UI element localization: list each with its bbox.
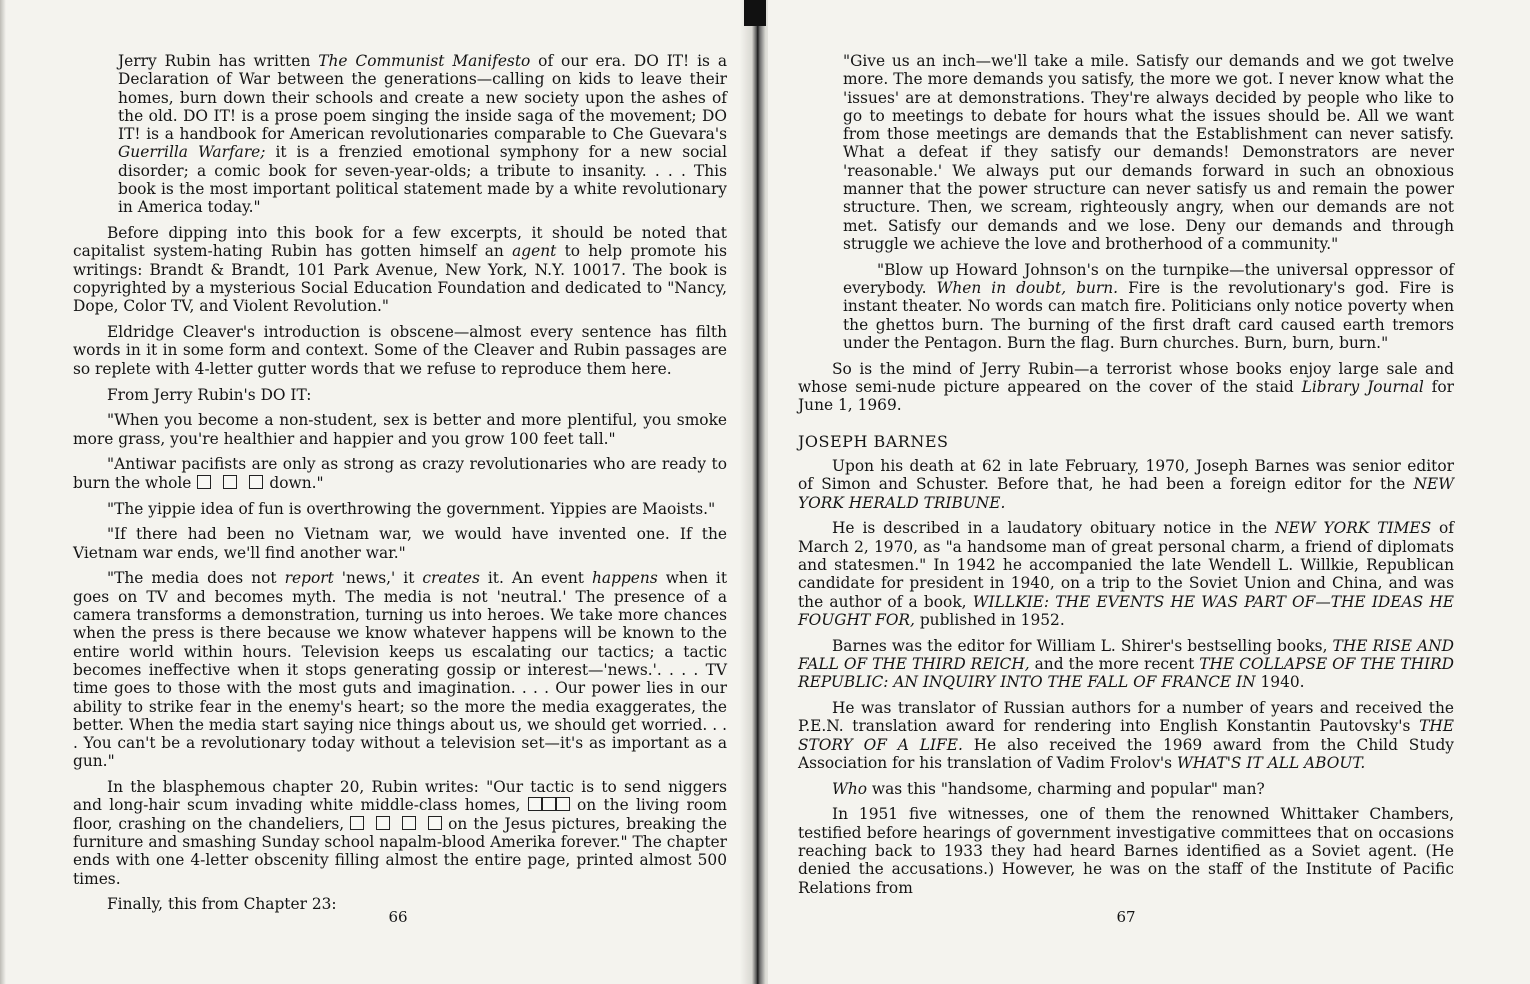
left-page-text <box>73 52 727 921</box>
censor-box <box>350 816 364 830</box>
paragraph: "The yippie idea of fun is overthrowing the government. Yippies are Maoists." <box>107 499 716 518</box>
paragraph: From Jerry Rubin's DO IT: <box>107 385 312 404</box>
paragraph: Barnes was the editor for William L. Shirer's bestselling books, THE RISE AND FALL OF THE THIRD REICH, and the more recent THE COLLAPSE OF THE THIRD REPUBLIC: AN INQUIRY INTO THE FALL OF FRANCE IN 1940. <box>798 636 1454 692</box>
right-page <box>768 0 1530 984</box>
paragraph: "The media does not report 'news,' it creates it. An event happens when it goes on TV and becomes myth. The media is not 'neutral.' The presence of a camera transforms a demonstration, turning us into heroes. We take more chances when the press is there because we know whatever happens will be known to the entire world within hours. Television keeps us escalating our tactics; a tactic becomes ineffective when it stops generating gossip or interest—'news.'. . . . TV time goes to those with the most guts and imagination. . . . Our power lies in our ability to strike fear in the enemy's heart; so the more the media exaggerates, the better. When the media start saying nice things about us, we should get worried. . . . You can't be a revolutionary today without a television set—it's as important as a gun." <box>73 569 728 771</box>
censor-box <box>556 797 570 811</box>
paragraph: Upon his death at 62 in late February, 1970, Joseph Barnes was senior editor of Simon and Schuster. Before that, he had been a foreign editor for the NEW YORK HERALD TRIBUNE. <box>798 456 1454 512</box>
censor-box <box>223 475 237 489</box>
paragraph: Finally, this from Chapter 23: <box>107 895 337 914</box>
section-heading: JOSEPH BARNES <box>798 431 949 451</box>
paragraph: Jerry Rubin has written The Communist Manifesto of our era. DO IT! is a Declaration of War between the generations—calling on kids to leave their homes, burn down their schools and create a new society upon the ashes of the old. DO IT! is a prose poem singing the inside saga of the movement; DO IT! is a handbook for American revolutionaries comparable to Che Guevara's Guerrilla Warfare; it is a frenzied emotional symphony for a new social disorder; a comic book for seven-year-olds; a tribute to insanity. . . . This book is the most important political statement made by a white revolutionary in America today." <box>118 52 727 217</box>
block-quote: "Blow up Howard Johnson's on the turnpike—the universal oppressor of everybody. When in doubt, burn. Fire is the revolutionary's god. Fire is instant theater. No words can match fire. Politicians only notice poverty when the ghettos burn. The burning of the first draft card caused earth tremors under the Pentagon. Burn the flag. Burn churches. Burn, burn, burn." <box>843 260 1455 352</box>
page-number: 66 <box>388 908 408 926</box>
page-edge-shadow <box>0 0 6 984</box>
paragraph: So is the mind of Jerry Rubin—a terrorist whose books enjoy large sale and whose semi-nude picture appeared on the cover of the staid Library Journal for June 1, 1969. <box>798 359 1455 415</box>
page-number: 67 <box>1116 908 1136 926</box>
censor-box <box>528 797 542 811</box>
paragraph: He was translator of Russian authors for a number of years and received the P.E.N. translation award for rendering into English Konstantin Pautovsky's THE STORY OF A LIFE. He also received the 1969 award from the Child Study Association for his translation of Vadim Frolov's WHAT'S IT ALL ABOUT. <box>798 699 1454 772</box>
censor-box <box>197 475 211 489</box>
paragraph: "When you become a non-student, sex is better and more plentiful, you smoke more grass, you're healthier and happier and you grow 100 feet tall." <box>73 411 727 448</box>
paragraph: Who was this "handsome, charming and popular" man? <box>832 779 1265 798</box>
paragraph: "If there had been no Vietnam war, we would have invented one. If the Vietnam war ends, we'll find another war." <box>73 525 727 562</box>
right-page-text <box>798 52 1454 904</box>
censor-box <box>542 797 556 811</box>
paragraph: Before dipping into this book for a few excerpts, it should be noted that capitalist system-hating Rubin has gotten himself an agent to help promote his writings: Brandt & Brandt, 101 Park Avenue, New York, N.Y. 10017. The book is copyrighted by a mysterious Social Education Foundation and dedicated to "Nancy, Dope, Color TV, and Violent Revolution." <box>73 224 727 316</box>
left-page <box>0 0 755 984</box>
censor-box <box>376 816 390 830</box>
paragraph: "Antiwar pacifists are only as strong as crazy revolutionaries who are ready to burn the whole down." <box>73 455 727 492</box>
paragraph: In the blasphemous chapter 20, Rubin writes: "Our tactic is to send niggers and long-hair scum invading white middle-class homes, on the living room floor, crashing on the chandeliers, on the Jesus pictures, breaking the furniture and smashing Sunday school napalm-blood Amerika forever." The chapter ends with one 4-letter obscenity filling almost the entire page, printed almost 500 times. <box>73 778 728 888</box>
paragraph: In 1951 five witnesses, one of them the renowned Whittaker Chambers, testified before hearings of government investigative committees that on occasions reaching back to 1933 they had heard Barnes identified as a Soviet agent. (He denied the accusations.) However, he was on the staff of the Institute of Pacific Relations from <box>798 805 1454 897</box>
paragraph: Eldridge Cleaver's introduction is obscene—almost every sentence has filth words in it in some form and context. Some of the Cleaver and Rubin passages are so replete with 4-letter gutter words that we refuse to reproduce them here. <box>73 323 727 378</box>
block-quote: "Give us an inch—we'll take a mile. Satisfy our demands and we got twelve more. The more demands you satisfy, the more we got. I never know what the 'issues' are at demonstrations. They're always decided by people who like to go to meetings to debate for hours what the issues should be. All we want from those meetings are demands that the Establishment can never satisfy. What a defeat if they satisfy our demands! Demonstrators are never 'reasonable.' We always put our demands forward in such an obnoxious manner that the power structure can never satisfy us and remain the power structure. Then, we scream, righteously angry, when our demands are not met. Satisfy our demands and we lose. Deny our demands and through struggle we achieve the love and brotherhood of a community." <box>843 52 1454 253</box>
book-spine-top <box>744 0 766 26</box>
paragraph: He is described in a laudatory obituary notice in the NEW YORK TIMES of March 2, 1970, as "a handsome man of great personal charm, a friend of diplomats and statesmen." In 1942 he accompanied the late Wendell L. Willkie, Republican candidate for president in 1940, on a trip to the Soviet Union and China, and was the author of a book, WILLKIE: THE EVENTS HE WAS PART OF—THE IDEAS HE FOUGHT FOR, published in 1952. <box>798 519 1454 629</box>
censor-box <box>402 816 416 830</box>
censor-box <box>249 475 263 489</box>
censor-box <box>428 816 442 830</box>
